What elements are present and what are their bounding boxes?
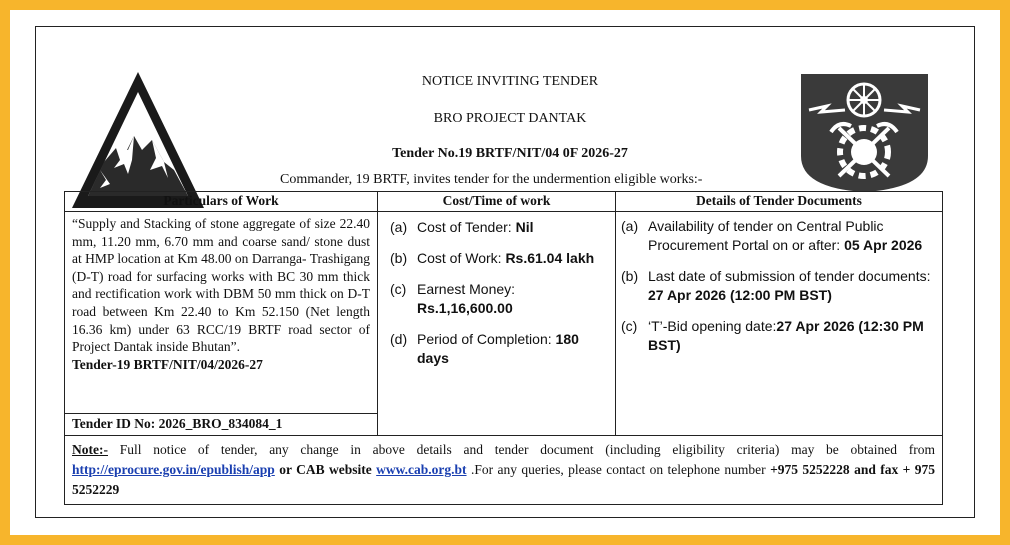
notice-title: NOTICE INVITING TENDER xyxy=(421,74,599,89)
tender-id: Tender ID No: 2026_BRO_834084_1 xyxy=(65,414,378,436)
cost-item: (b) Cost of Work: Rs.61.04 lakh xyxy=(390,250,595,266)
document-item: (c) ‘T’-Bid opening date:27 Apr 2026 (12:30 PM BST) xyxy=(621,318,924,353)
project-name: BRO PROJECT DANTAK xyxy=(433,111,587,126)
gear-wheel-emblem xyxy=(797,70,932,194)
cost-item: (c) Earnest Money: Rs.1,16,600.00 xyxy=(390,281,516,316)
tender-number: Tender No.19 BRTF/NIT/04 0F 2026-27 xyxy=(392,146,628,161)
cost-item: (a) Cost of Tender: Nil xyxy=(390,219,534,235)
document-item: (a) Availability of tender on Central Public Procurement Portal on or after: 05 Apr 2026 xyxy=(621,218,923,253)
note-row: Note:- Full notice of tender, any change in above details and tender document (including eligibility criteria) may be obtained from http://eprocure.gov.in/epublish/app or CAB website www.cab.org.bt .For any queries, please contact on telephone number +975 5252228 and fax + 975 5252229 xyxy=(65,436,943,505)
note-label: Note:- xyxy=(72,442,108,457)
documents-cell xyxy=(616,212,943,436)
bro-mountain-logo xyxy=(70,70,206,210)
intro-text: Commander, 19 BRTF, invites tender for the undermention eligible works:- xyxy=(280,172,703,187)
col-header-cost-time: Cost/Time of work xyxy=(378,192,616,212)
document-item: (b) Last date of submission of tender documents: 27 Apr 2026 (12:00 PM BST) xyxy=(621,268,931,303)
work-tender-ref: Tender-19 BRTF/NIT/04/2026-27 xyxy=(72,356,263,372)
col-header-particulars: Particulars of Work xyxy=(65,192,378,212)
cost-time-cell xyxy=(378,212,616,436)
cab-website-link[interactable]: www.cab.org.bt xyxy=(376,462,467,477)
tender-table xyxy=(64,191,943,505)
work-description-cell xyxy=(65,212,378,414)
work-description: “Supply and Stacking of stone aggregate of size 22.40 mm, 11.20 mm, 6.70 mm and coarse sand/ stone dust at HMP location at Km 48.00 on Darranga- Trashigang (D-T) road for surfacing works with BC 30 mm thick and rectification work with DBM 50 mm thick on D-T road between Km 22.40 to Km 52.150 (Net length 16.36 km) under 63 RCC/19 BRTF road sector of Project Dantak inside Bhutan”. xyxy=(72,216,370,355)
cost-item: (d) Period of Completion: 180 days xyxy=(390,331,579,366)
eprocure-link[interactable]: http://eprocure.gov.in/epublish/app xyxy=(72,462,275,477)
col-header-documents: Details of Tender Documents xyxy=(616,192,943,212)
